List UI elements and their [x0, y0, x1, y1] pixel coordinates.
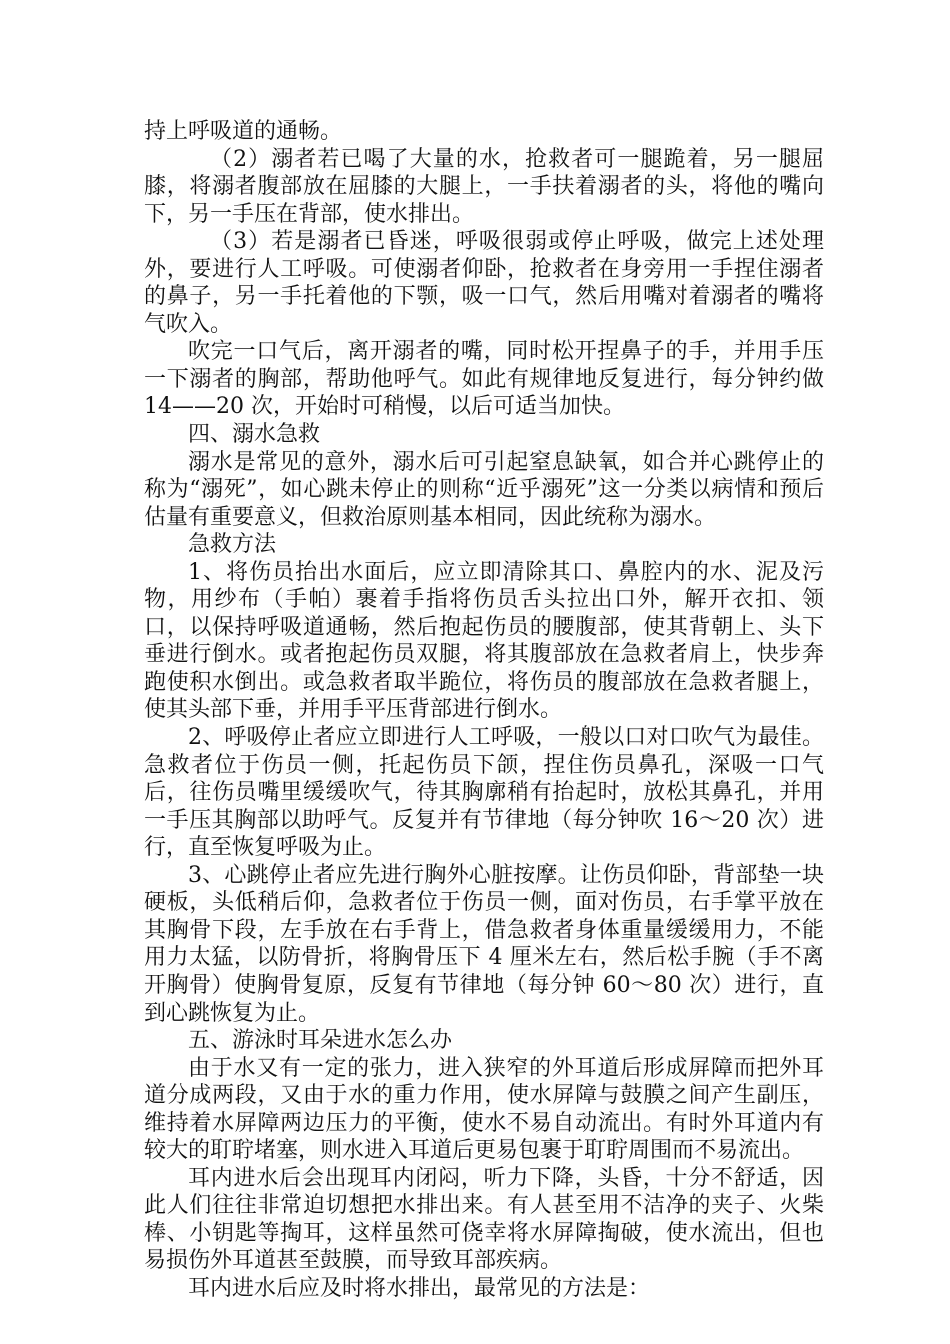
- paragraph-method-3: 3、心跳停止者应先进行胸外心脏按摩。让伤员仰卧，背部垫一块硬板，头低稍后仰，急救者位于伤员一侧，面对伤员，右手掌平放在其胸骨下段，左手放在右手背上，借急救者身体重量缓缓用力，不能用力太猛，以防骨折，将胸骨压下 4 厘米左右，然后松手腕（手不离开胸骨）使胸骨复原，反复有节律地（每分钟 60～80 次）进行，直到心跳恢复为止。: [144, 862, 824, 1026]
- paragraph-drowning-definition: 溺水是常见的意外，溺水后可引起窒息缺氧，如合并心跳停止的称为“溺死”，如心跳未停止的则称“近乎溺死”这一分类以病情和预后估量有重要意义，但救治原则基本相同，因此统称为溺水。: [144, 449, 824, 530]
- paragraph-ear-water-cause: 由于水又有一定的张力，进入狭窄的外耳道后形成屏障而把外耳道分成两段，又由于水的重力作用，使水屏障与鼓膜之间产生副压，维持着水屏障两边压力的平衡，使水不易自动流出。有时外耳道内有较大的耵聍堵塞，则水进入耳道后更易包裹于耵聍周围而不易流出。: [144, 1055, 824, 1164]
- paragraph-breathing-rhythm: 吹完一口气后，离开溺者的嘴，同时松开捏鼻子的手，并用手压一下溺者的胸部，帮助他呼气。如此有规律地反复进行，每分钟约做 14——20 次，开始时可稍慢，以后可适当加快。: [144, 339, 824, 420]
- section-heading-drowning-first-aid: 四、溺水急救: [188, 422, 321, 448]
- section-heading-ear-water: 五、游泳时耳朵进水怎么办: [188, 1028, 453, 1054]
- body-text: [144, 118, 824, 1303]
- paragraph-ear-water-remedy: 耳内进水后应及时将水排出，最常见的方法是：: [188, 1275, 651, 1301]
- paragraph-method-2: 2、呼吸停止者应立即进行人工呼吸，一般以口对口吹气为最佳。急救者位于伤员一侧，托起伤员下颌，捏住伤员鼻孔，深吸一口气后，往伤员嘴里缓缓吹气，待其胸廓稍有抬起时，放松其鼻孔，并用一手压其胸部以助呼气。反复并有节律地（每分钟吹 16～20 次）进行，直至恢复呼吸为止。: [144, 725, 824, 861]
- paragraph-ear-water-symptoms: 耳内进水后会出现耳内闭闷，听力下降，头昏，十分不舒适，因此人们往往非常迫切想把水排出来。有人甚至用不洁净的夹子、火柴棒、小钥匙等掏耳，这样虽然可侥幸将水屏障掏破，使水流出，但也易损伤外耳道甚至鼓膜，而导致耳部疾病。: [144, 1165, 824, 1274]
- paragraph-step-3: （3）若是溺者已昏迷，呼吸很弱或停止呼吸，做完上述处理外，要进行人工呼吸。可使溺者仰卧，抢救者在身旁用一手捏住溺者的鼻子，另一手托着他的下颚，吸一口气，然后用嘴对着溺者的嘴将气吹入。: [144, 229, 824, 337]
- subheading-first-aid-methods: 急救方法: [188, 532, 277, 558]
- paragraph-method-1: 1、将伤员抬出水面后，应立即清除其口、鼻腔内的水、泥及污物，用纱布（手帕）裹着手指将伤员舌头拉出口外，解开衣扣、领口，以保持呼吸道通畅，然后抱起伤员的腰腹部，使其背朝上、头下垂进行倒水。或者抱起伤员双腿，将其腹部放在急救者肩上，快步奔跑使积水倒出。或急救者取半跪位，将伤员的腹部放在急救者腿上，使其头部下垂，并用手平压背部进行倒水。: [144, 559, 824, 723]
- paragraph-step-2: （2）溺者若已喝了大量的水，抢救者可一腿跪着，另一腿屈膝，将溺者腹部放在屈膝的大腿上，一手扶着溺者的头，将他的嘴向下，另一手压在背部，使水排出。: [144, 146, 824, 227]
- paragraph-continuation: 持上呼吸道的通畅。: [144, 119, 343, 144]
